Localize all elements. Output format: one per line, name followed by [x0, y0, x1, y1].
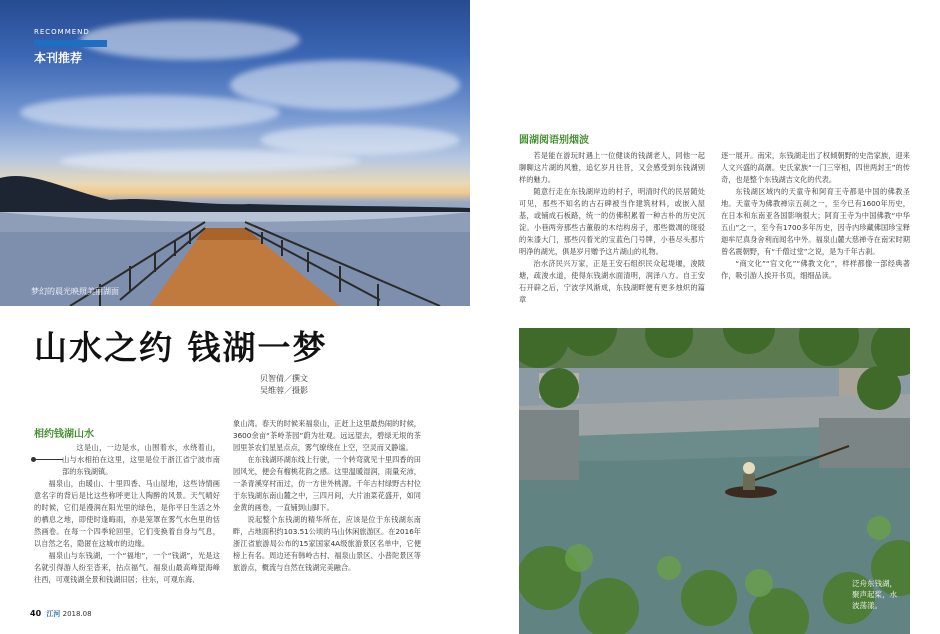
paragraph: 福泉山，由暖山、十里四香、马山屋地，这些诗情画意名字的背后是比这些称呼更让人陶醉的风景。天气晴好的时候，它们是漫润在阳光里的绿色，是你平日生活之外的栖息之地，即使时逢晦雨，亦是笼罩在雾气水色里的恬然画卷。在每一个四季轮回里，它们变换着自身与气息，以自然之名，隐匿在这城市的边缘。 [34, 479, 220, 548]
magazine-name: 江河 [46, 610, 61, 618]
page-number: 40 [30, 609, 42, 618]
section-heading-1: 相约钱湖山水 [34, 429, 94, 440]
pier-photo-caption: 梦幻的晨光映照美丽湖面 [31, 287, 119, 296]
text-column-3 [519, 150, 705, 322]
author-credit: 贝智倩／撰文 [260, 374, 308, 383]
paragraph: 在东钱湖环湖东线上行驶，一个转弯就见十里四香的田园风光，便会有榴桃花韵之感。这里温暖湿润，雨量充沛，一条青溪穿村而过，仿一方世外桃源。千年古村绿野古村位于东钱湖东南山麓之中，三四月间，大片油菜花盛开，如同金黄的画卷，一直铺到山脚下。 [233, 455, 421, 512]
paragraph: 若是能在游玩时遇上一位健谈的钱湖老人，同他一起聊聊这片湖的风雅，追忆岁月往昔，又会感受到东钱湖别样的魅力。 [519, 151, 705, 184]
paragraph: 东钱湖区域内的天童寺和阿育王寺都是中国的佛教圣地。天童寺为佛教禅宗五刹之一，至今已有1600年历史，在日本和东南亚各国影响很大；阿育王寺为中国佛教“中华五山”之一，至今有1700多年历史，因寺内珍藏佛国珍宝释迦牟尼真身舍利而闻名中外。福泉山麓大慈禅寺在南宋时期曾名震朝野，有“千僧过堂”之说，是为千年古刹。 [721, 187, 910, 256]
recommend-label-zh: 本刊推荐 [34, 51, 83, 65]
byline [260, 373, 308, 397]
text-column-4 [721, 150, 910, 322]
paragraph: 随意行走在东钱湖岸边的村子，明清时代的民居随处可见，那些不知名的古石碑被当作建筑材料，或嵌入屋基，或铺成石板路，统一的仿佛积累着一种古朴的历史沉淀。小巷两旁那些古董般的木结构房子，那些微凋的斑驳的朱漆大门，那些闪着光的宝蓝色门号牌，小巷尽头那片明净的湖光，俱是岁月赠予这片湖山的礼物。 [519, 187, 705, 256]
paragraph: 逐一展开。南宋，东钱湖走出了权倾朝野的史浩家族，迎来人文兴盛的高潮。史氏家族“一门三宰相，四世两封王”的传奇，也是整个东钱湖吉文化的代表。 [721, 151, 910, 184]
page-footer [30, 609, 92, 619]
paragraph: 治水济民兴万家，正是王安石组织民众起堤堰，浚陂塘，疏浚水道，使得东钱湖水面清明，润泽八方。自王安石开辟之后，宁波学风渐成，东钱湖畔便有更多烛炽的篇章 [519, 259, 705, 304]
paragraph: 这是山，一边是水，山围着水，水绕着山，山与水相拍在这里，这里是位于浙江省宁波市南部的东钱湖镇。 [62, 443, 220, 476]
issue-number: 2018.08 [62, 610, 92, 618]
recommend-bar [34, 40, 107, 47]
recommend-label-en: RECOMMEND [34, 28, 90, 36]
section-heading-2: 圆湖阅语别烟波 [519, 135, 589, 146]
text-column-2 [233, 418, 421, 602]
paragraph: 说起整个东钱湖的精华所在，应该是位于东钱湖东南畔，占地面积约103.51公顷的马山休闲旅游区。在2016年浙江省旅游局公布的15家国家4A级旅游景区名单中，它便榜上有名。周边还有韩岭古村、福泉山景区、小普陀景区等旅游点，概流与自然在钱湖完美融合。 [233, 515, 421, 572]
paragraph: 福泉山与东钱湖，一个“福地”，一个“钱湖”，光是这名就引得游人纷至沓来，拈点福气。福泉山最高峰望海峰往西，可观钱湖全景和钱湖旧居；往东，可观东海、 [34, 551, 220, 584]
paragraph: “商文化”“官文化”“佛教文化”，样样都像一部经典著作，吸引游人挨开书页，细细品读。 [721, 259, 910, 280]
text-column-1 [34, 442, 220, 602]
canal-photo-caption: 泛舟东钱湖，聚声起桨，水波荡漾。 [852, 579, 897, 610]
photographer-credit: 吴维蓉／摄影 [260, 386, 308, 395]
article-title: 山水之约 钱湖一梦 [34, 328, 328, 367]
paragraph: 象山湾。春天的时候来福泉山，正赶上这里最热闹的时候，3600余亩“茶岭茶园”蔚为壮观。远远望去，碧绿无垠的茶园里茶农们星星点点，雾气缭绕在上空，空灵而又静谧。 [233, 419, 421, 452]
